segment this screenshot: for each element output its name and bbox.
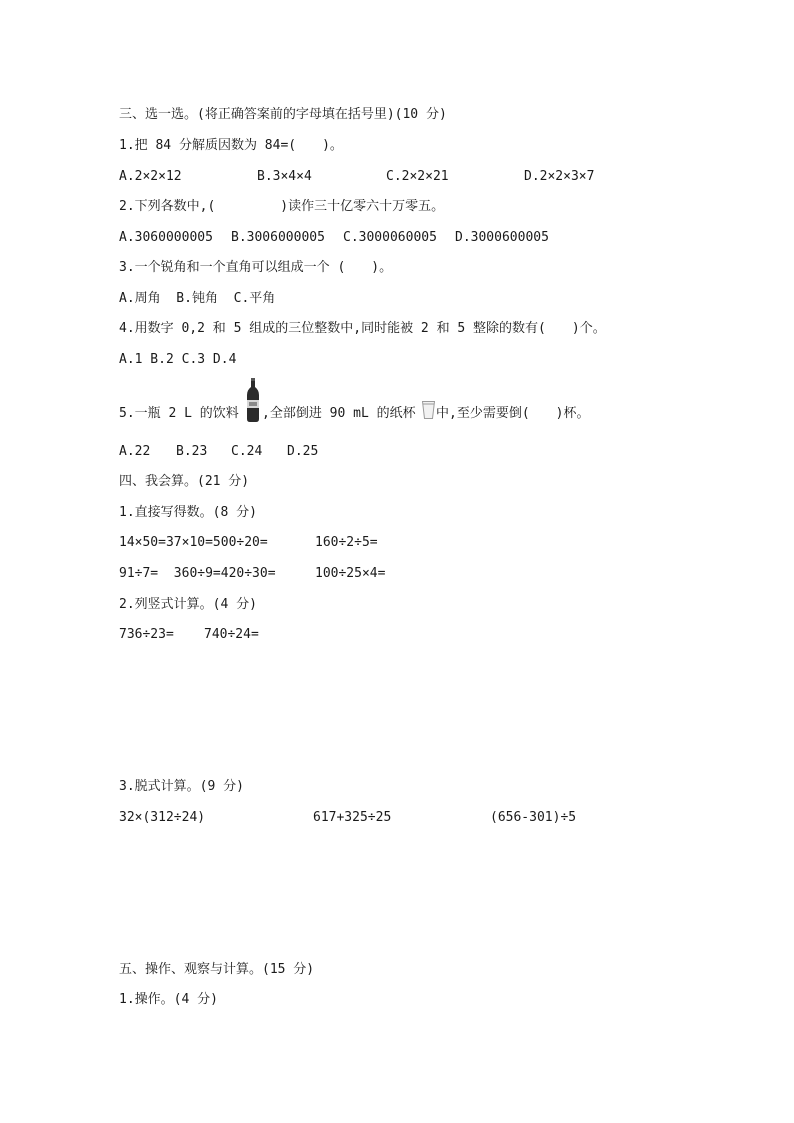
s4-q3-item-3: (656-301)÷5 <box>490 810 577 825</box>
q2-option-d: D.3000600005 <box>455 230 549 245</box>
s4-q3-item-2: 617+325÷25 <box>313 810 392 825</box>
q5-option-a: A.22 <box>119 444 151 459</box>
s4-q1-row1-b: 160÷2÷5= <box>315 535 378 550</box>
s4-q2-item-1: 736÷23= <box>119 627 174 642</box>
q1-option-c: C.2×2×21 <box>386 169 449 184</box>
q5-stem-part2: ,全部倒进 90 mL 的纸杯 <box>262 406 416 421</box>
q2-option-c: C.3000060005 <box>343 230 437 245</box>
q5-stem-part1: 5.一瓶 2 L 的饮料 <box>119 406 239 421</box>
q4-stem: 4.用数字 0,2 和 5 组成的三位整数中,同时能被 2 和 5 整除的数有( )个。 <box>119 321 606 336</box>
s4-q1-row2-a: 91÷7= 360÷9=420÷30= <box>119 566 276 581</box>
s4-q1-row1-a: 14×50=37×10=500÷20= <box>119 535 268 550</box>
soda-bottle-icon <box>246 378 260 422</box>
s5-q1-label: 1.操作。(4 分) <box>119 992 218 1007</box>
q2-stem: 2.下列各数中,( )读作三十亿零六十万零五。 <box>119 199 445 214</box>
s4-q3-label: 3.脱式计算。(9 分) <box>119 779 244 794</box>
q5-option-c: C.24 <box>231 444 263 459</box>
s4-q1-label: 1.直接写得数。(8 分) <box>119 505 257 520</box>
q2-option-b: B.3006000005 <box>231 230 325 245</box>
q3-stem: 3.一个锐角和一个直角可以组成一个 ( )。 <box>119 260 393 275</box>
q5-option-b: B.23 <box>176 444 208 459</box>
q1-option-b: B.3×4×4 <box>257 169 312 184</box>
q1-option-a: A.2×2×12 <box>119 169 182 184</box>
q1-option-d: D.2×2×3×7 <box>524 169 595 184</box>
section-4-title: 四、我会算。(21 分) <box>119 474 250 489</box>
s4-q2-label: 2.列竖式计算。(4 分) <box>119 597 257 612</box>
s4-q1-row2-b: 100÷25×4= <box>315 566 386 581</box>
q5-option-d: D.25 <box>287 444 319 459</box>
q1-stem: 1.把 84 分解质因数为 84=( )。 <box>119 138 343 153</box>
q2-option-a: A.3060000005 <box>119 230 213 245</box>
s4-q2-item-2: 740÷24= <box>204 627 259 642</box>
paper-cup-icon <box>422 401 435 419</box>
q5-stem-part3: 中,至少需要倒( )杯。 <box>436 406 590 421</box>
q4-options: A.1 B.2 C.3 D.4 <box>119 352 237 367</box>
section-3-title: 三、选一选。(将正确答案前的字母填在括号里)(10 分) <box>119 107 447 122</box>
s4-q3-item-1: 32×(312÷24) <box>119 810 206 825</box>
section-5-title: 五、操作、观察与计算。(15 分) <box>119 962 315 977</box>
q3-options: A.周角 B.钝角 C.平角 <box>119 291 276 306</box>
